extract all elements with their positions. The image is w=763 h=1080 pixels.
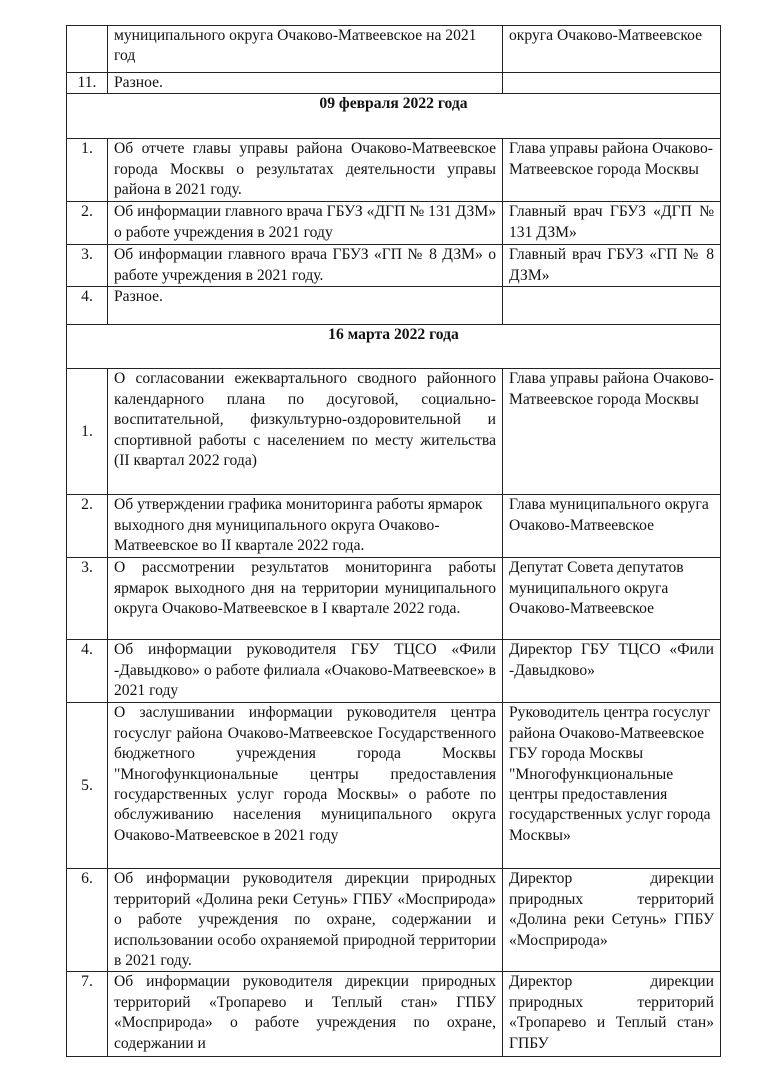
item-description: О рассмотрении результатов мониторинга работы ярмарок выходного дня на территории муниципального округа Очаково-Матвеевское в I квартале 2022 года. [108, 558, 503, 640]
meeting-date: 16 марта 2022 года [67, 325, 721, 369]
item-responsible [503, 287, 721, 325]
item-number: 4. [67, 287, 108, 325]
item-responsible: Глава управы района Очаково-Матвеевское города Москвы [503, 369, 721, 495]
item-description: Об информации главного врача ГБУЗ «ДГП № 131 ДЗМ» о работе учреждения в 2021 году [108, 202, 503, 245]
item-description: Разное. [108, 287, 503, 325]
table-row [67, 26, 721, 73]
item-responsible: Директор дирекции природных территорий «Долина реки Сетунь» ГПБУ «Мосприрода» [503, 869, 721, 972]
item-description: О заслушивании информации руководителя центра госуслуг района Очаково-Матвеевское Государственного бюджетного учреждения города Москвы "Многофункциональные центры предоставления государственных услуг города Москвы» о работе по обслуживанию населения муниципального округа Очаково-Матвеевское в 2021 году [108, 703, 503, 869]
item-responsible: Главный врач ГБУЗ «ГП № 8 ДЗМ» [503, 245, 721, 287]
table-row [67, 202, 721, 245]
table-row [67, 495, 721, 558]
item-number: 4. [67, 640, 108, 703]
item-description: Об информации руководителя дирекции природных территорий «Тропарево и Теплый стан» ГПБУ «Мосприрода» о работе учреждения по охране, содержании и [108, 972, 503, 1057]
item-number: 7. [67, 972, 108, 1057]
table-row [67, 972, 721, 1057]
item-number: 3. [67, 558, 108, 640]
item-number: 2. [67, 495, 108, 558]
item-responsible: Депутат Совета депутатов муниципального округа Очаково-Матвеевское [503, 558, 721, 640]
table-row [67, 245, 721, 287]
table-row [67, 369, 721, 495]
item-responsible: Директор дирекции природных территорий «Тропарево и Теплый стан» ГПБУ [503, 972, 721, 1057]
item-description: О согласовании ежеквартального сводного районного календарного плана по досуговой, социально-воспитательной, физкультурно-оздоровительной и спортивной работы с населением по месту жительства (II квартал 2022 года) [108, 369, 503, 495]
item-number [67, 26, 108, 73]
table-row [67, 287, 721, 325]
agenda-table [66, 25, 721, 1057]
item-responsible: Глава муниципального округа Очаково-Матвеевское [503, 495, 721, 558]
table-row [67, 640, 721, 703]
date-header-row [67, 94, 721, 139]
item-number: 5. [67, 703, 108, 869]
item-number: 2. [67, 202, 108, 245]
item-number: 1. [67, 139, 108, 202]
item-responsible: Директор ГБУ ТЦСО «Фили -Давыдково» [503, 640, 721, 703]
item-responsible: округа Очаково-Матвеевское [503, 26, 721, 73]
item-description: муниципального округа Очаково-Матвеевское на 2021 год [108, 26, 503, 73]
item-responsible: Руководитель центра госуслуг района Очаково-Матвеевское ГБУ города Москвы "Многофункциональные центры предоставления государственных услуг города Москвы» [503, 703, 721, 869]
item-number: 1. [67, 369, 108, 495]
table-row [67, 558, 721, 640]
item-description: Об утверждении графика мониторинга работы ярмарок выходного дня муниципального округа Очаково-Матвеевское во II квартале 2022 года. [108, 495, 503, 558]
date-header-row [67, 325, 721, 369]
item-responsible [503, 73, 721, 94]
table-row [67, 73, 721, 94]
item-description: Об отчете главы управы района Очаково-Матвеевское города Москвы о результатах деятельности управы района в 2021 году. [108, 139, 503, 202]
table-row [67, 139, 721, 202]
item-description: Об информации руководителя ГБУ ТЦСО «Фили -Давыдково» о работе филиала «Очаково-Матвеевское» в 2021 году [108, 640, 503, 703]
item-number: 11. [67, 73, 108, 94]
table-row [67, 703, 721, 869]
meeting-date: 09 февраля 2022 года [67, 94, 721, 139]
item-number: 6. [67, 869, 108, 972]
table-row [67, 869, 721, 972]
item-description: Разное. [108, 73, 503, 94]
item-description: Об информации руководителя дирекции природных территорий «Долина реки Сетунь» ГПБУ «Мосприрода» о работе учреждения по охране, содержании и использовании особо охраняемой природной территории в 2021 году. [108, 869, 503, 972]
item-description: Об информации главного врача ГБУЗ «ГП № 8 ДЗМ» о работе учреждения в 2021 году. [108, 245, 503, 287]
item-responsible: Глава управы района Очаково-Матвеевское города Москвы [503, 139, 721, 202]
item-number: 3. [67, 245, 108, 287]
item-responsible: Главный врач ГБУЗ «ДГП № 131 ДЗМ» [503, 202, 721, 245]
